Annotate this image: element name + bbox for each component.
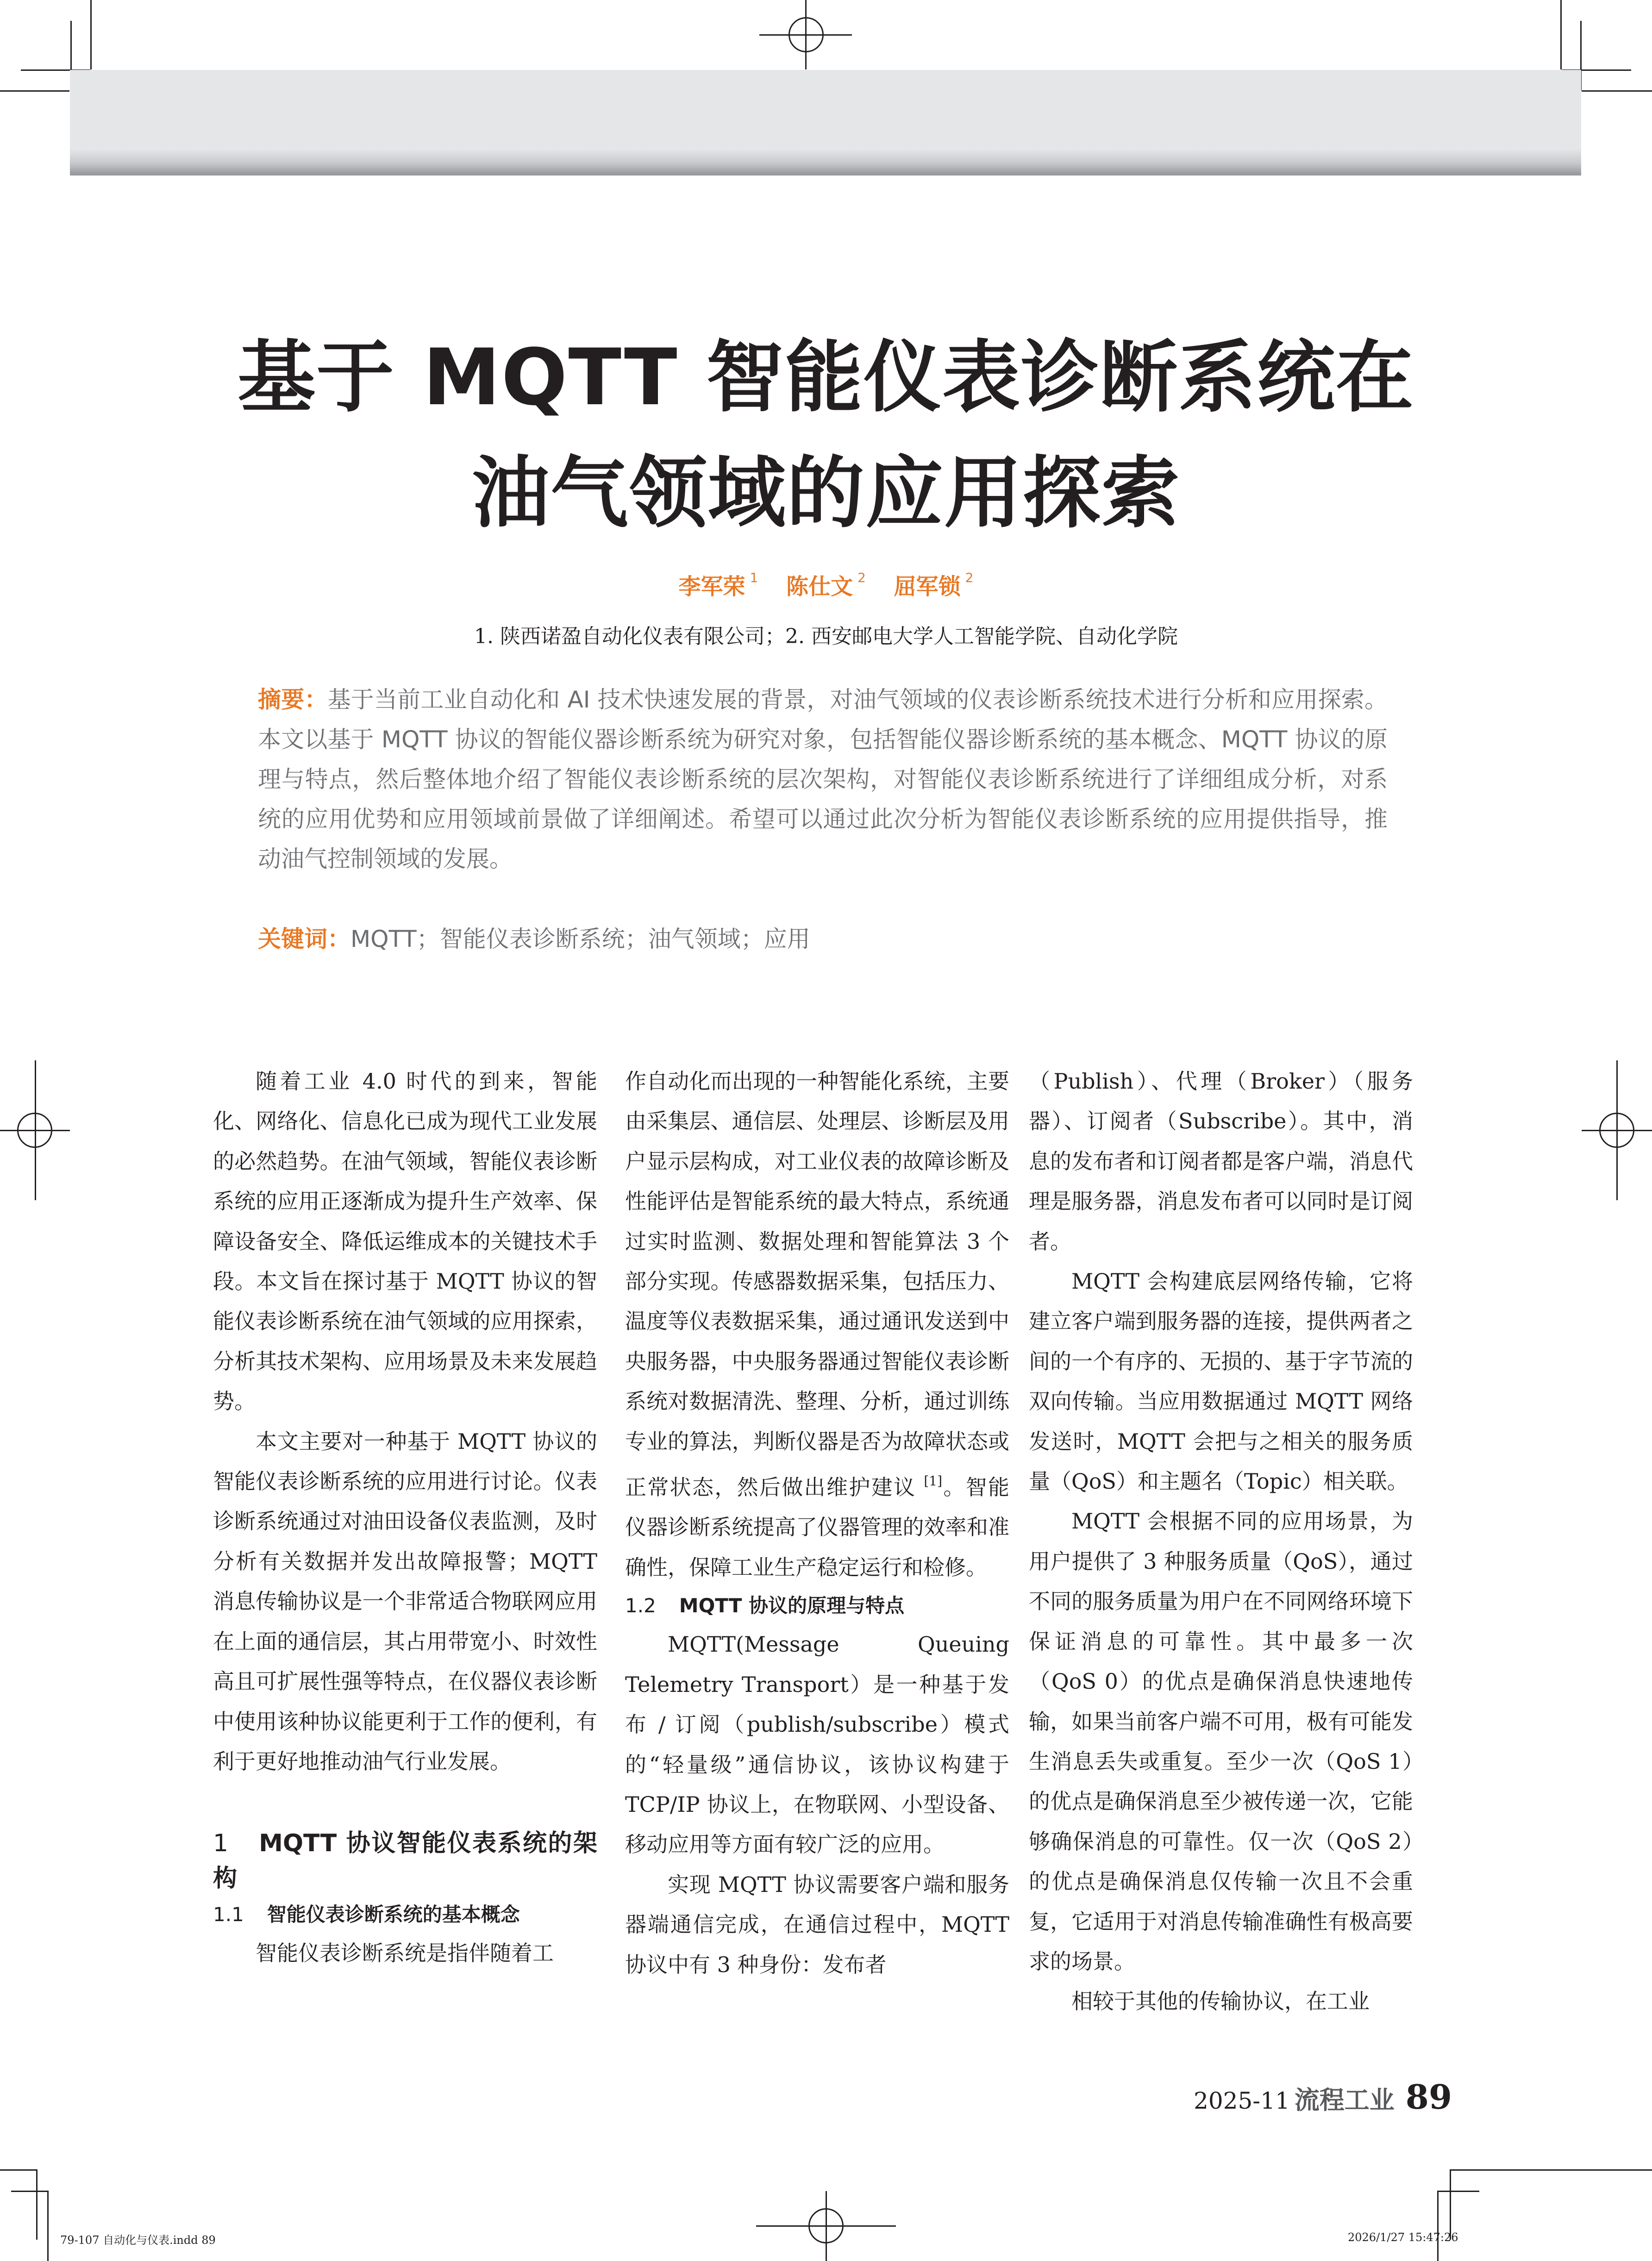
paragraph: （Publish）、代理（Broker）（服务器）、订阅者（Subscribe）。其中，消息的发布者和订阅者都是客户端，消息代理是服务器，消息发布者可以同时是订阅者。: [1029, 1069, 1413, 1254]
crop-mark: [1450, 2169, 1451, 2240]
paragraph: 随着工业 4.0 时代的到来，智能化、网络化、信息化已成为现代工业发展的必然趋势。在油气领域，智能仪表诊断系统的应用正逐渐成为提升生产效率、保障设备安全、降低运维成本的关键技术手段。本文旨在探讨基于 MQTT 协议的智能仪表诊断系统在油气领域的应用探索，分析其技术架构、应用场景及未来发展趋势。: [213, 1069, 597, 1414]
journal-name: 流程工业: [1294, 2085, 1395, 2115]
body-column-2: [625, 1061, 1009, 1985]
keywords-label: 关键词：: [258, 926, 350, 952]
header-band: [70, 70, 1581, 175]
crop-mark: [1450, 2169, 1652, 2171]
paragraph: 本文主要对一种基于 MQTT 协议的智能仪表诊断系统的应用进行讨论。仪表诊断系统通过对油田设备仪表监测，及时分析有关数据并发出故障报警；MQTT 消息传输协议是一个非常适合物联网应用在上面的通信层，其占用带宽小、时效性高且可扩展性强等特点，在仪器仪表诊断中使用该种协议能更利于工作的便利，有利于更好地推动油气行业发展。: [213, 1428, 597, 1774]
registration-mark-circle: [788, 17, 824, 52]
author: 屈军锁 $^2$: [894, 570, 974, 600]
abstract-label: 摘要：: [258, 686, 328, 713]
subsection-heading: 1.1 智能仪表诊断系统的基本概念: [213, 1903, 520, 1926]
keywords-text: MQTT；智能仪表诊断系统；油气领域；应用: [350, 926, 810, 952]
print-slug-timestamp: 2026/1/27 15:47:26: [1348, 2231, 1458, 2244]
issue-number: 2025-11: [1194, 2087, 1290, 2114]
abstract: [258, 680, 1388, 879]
keywords: [258, 919, 1388, 959]
author-list: [0, 569, 1652, 601]
registration-mark-circle: [17, 1113, 52, 1148]
page-footer: [1194, 2077, 1452, 2117]
subsection-heading: 1.2 MQTT 协议的原理与特点: [625, 1594, 905, 1617]
author: 李军荣 $^1$: [678, 570, 758, 600]
paragraph: MQTT(Message Queuing Telemetry Transport）是一种基于发布 / 订阅（publish/subscribe）模式的“轻量级”通信协议，该协议构建于 TCP/IP 协议上，在物联网、小型设备、移动应用等方面有较广泛的应用。: [625, 1632, 1009, 1857]
body-column-3: [1029, 1061, 1413, 2022]
paragraph: 相较于其他的传输协议，在工业: [1071, 1989, 1370, 2014]
paragraph: 智能仪表诊断系统是指伴随着工: [256, 1941, 554, 1966]
title-line-2: 油气领域的应用探索: [472, 448, 1180, 539]
crop-mark: [36, 2169, 38, 2240]
citation-ref[interactable]: [1]: [924, 1473, 943, 1489]
print-slug-file: 79-107 自动化与仪表.indd 89: [60, 2234, 216, 2247]
crop-mark: [0, 2169, 36, 2171]
section-heading: 1 MQTT 协议智能仪表系统的架构: [213, 1829, 597, 1893]
affiliations: 1. 陕西诺盈自动化仪表有限公司；2. 西安邮电大学人工智能学院、自动化学院: [474, 625, 1178, 648]
paragraph: MQTT 会根据不同的应用场景，为用户提供了 3 种服务质量（QoS），通过不同的服务质量为用户在不同网络环境下保证消息的可靠性。其中最多一次（QoS 0）的优点是确保消息快速地传输，如果当前客户端不可用，极有可能发生消息丢失或重复。至少一次（QoS 1）的优点是确保消息至少被传递一次，它能够确保消息的可靠性。仅一次（QoS 2）的优点是确保消息仅传输一次且不会重复，它适用于对消息传输准确性有极高要求的场景。: [1029, 1509, 1413, 1974]
title-line-1: 基于 MQTT 智能仪表诊断系统在: [237, 332, 1415, 423]
crop-mark: [1582, 90, 1652, 92]
crop-mark: [1437, 2191, 1439, 2261]
paragraph: 作自动化而出现的一种智能化系统，主要由采集层、通信层、处理层、诊断层及用户显示层构成，对工业仪表的故障诊断及性能评估是智能系统的最大特点，系统通过实时监测、数据处理和智能算法 3 个部分实现。传感器数据采集，包括压力、温度等仪表数据采集，通过通讯发送到中央服务器，中央服务器通过智能仪表诊断系统对数据清洗、整理、分析，通过训练专业的算法，判断仪器是否为故障状态或正常状态，然后做出维护建议 [1]。智能仪器诊断系统提高了仪器管理的效率和准确性，保障工业生产稳定运行和检修。: [625, 1069, 1010, 1580]
registration-mark-circle: [808, 2208, 844, 2243]
page-number: 89: [1405, 2077, 1452, 2117]
crop-mark: [90, 0, 92, 69]
article-title: [0, 319, 1652, 551]
paragraph: MQTT 会构建底层网络传输，它将建立客户端到服务器的连接，提供两者之间的一个有序的、无损的、基于字节流的双向传输。当应用数据通过 MQTT 网络发送时，MQTT 会把与之相关的服务质量（QoS）和主题名（Topic）相关联。: [1029, 1269, 1413, 1494]
paragraph: 实现 MQTT 协议需要客户端和服务器端通信完成，在通信过程中，MQTT 协议中有 3 种身份：发布者: [625, 1872, 1009, 1977]
crop-mark: [0, 90, 69, 92]
crop-mark: [47, 2191, 49, 2261]
crop-mark: [1437, 2191, 1479, 2192]
crop-mark: [11, 2191, 47, 2192]
registration-mark-circle: [1599, 1113, 1634, 1148]
abstract-text: 基于当前工业自动化和 AI 技术快速发展的背景，对油气领域的仪表诊断系统技术进行分析和应用探索。本文以基于 MQTT 协议的智能仪器诊断系统为研究对象，包括智能仪器诊断系统的基本概念、MQTT 协议的原理与特点，然后整体地介绍了智能仪表诊断系统的层次架构，对智能仪表诊断系统进行了详细组成分析，对系统的应用优势和应用领域前景做了详细阐述。希望可以通过此次分析为智能仪表诊断系统的应用提供指导，推动油气控制领域的发展。: [258, 686, 1388, 872]
author: 陈仕文 $^2$: [786, 570, 866, 600]
crop-mark: [1560, 0, 1562, 69]
body-column-1: [213, 1061, 597, 1973]
